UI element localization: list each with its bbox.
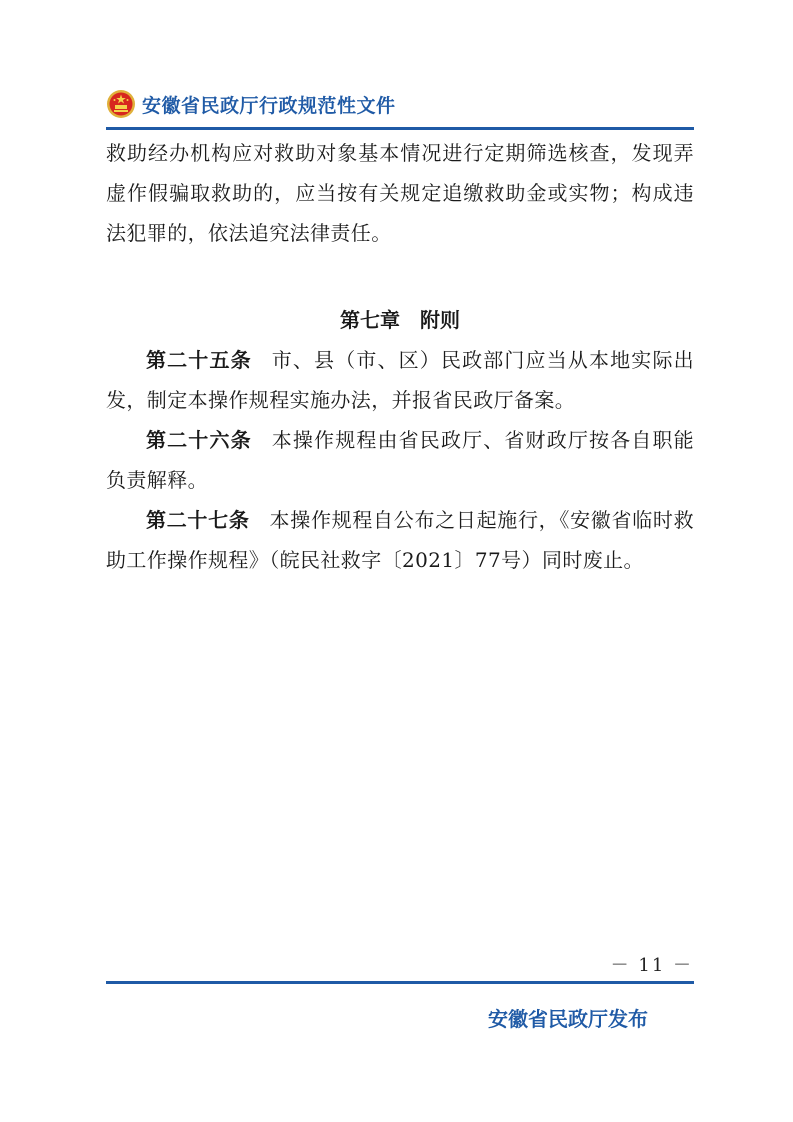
- article-number: 第二十六条: [146, 428, 252, 452]
- article-26: [106, 420, 694, 500]
- article-text: 本操作规程由省民政厅、省财政厅按各自职能负责解释。: [106, 428, 694, 492]
- document-header: [106, 86, 396, 122]
- header-divider: [106, 127, 694, 130]
- article-text: 市、县（市、区）民政部门应当从本地实际出发，制定本操作规程实施办法，并报省民政厅备案。: [106, 348, 694, 412]
- article-number: 第二十七条: [146, 508, 250, 532]
- article-text: 本操作规程自公布之日起施行，《安徽省临时救助工作操作规程》（皖民社救字〔2021〕77号）同时废止。: [106, 508, 695, 572]
- chapter-title: 第七章 附则: [340, 308, 460, 332]
- national-emblem-icon: [106, 89, 136, 119]
- footer-divider: [106, 981, 694, 984]
- page-number: － 11 －: [610, 955, 693, 976]
- continued-paragraph: 救助经办机构应对救助对象基本情况进行定期筛选核查，发现弄虚作假骗取救助的，应当按有关规定追缴救助金或实物；构成违法犯罪的，依法追究法律责任。: [106, 141, 694, 245]
- header-title: 安徽省民政厅行政规范性文件: [142, 94, 396, 117]
- article-27: [106, 500, 694, 580]
- article-number: 第二十五条: [146, 348, 252, 372]
- footer-publisher: 安徽省民政厅发布: [488, 1007, 648, 1031]
- document-body: [106, 133, 694, 580]
- article-25: [106, 340, 694, 420]
